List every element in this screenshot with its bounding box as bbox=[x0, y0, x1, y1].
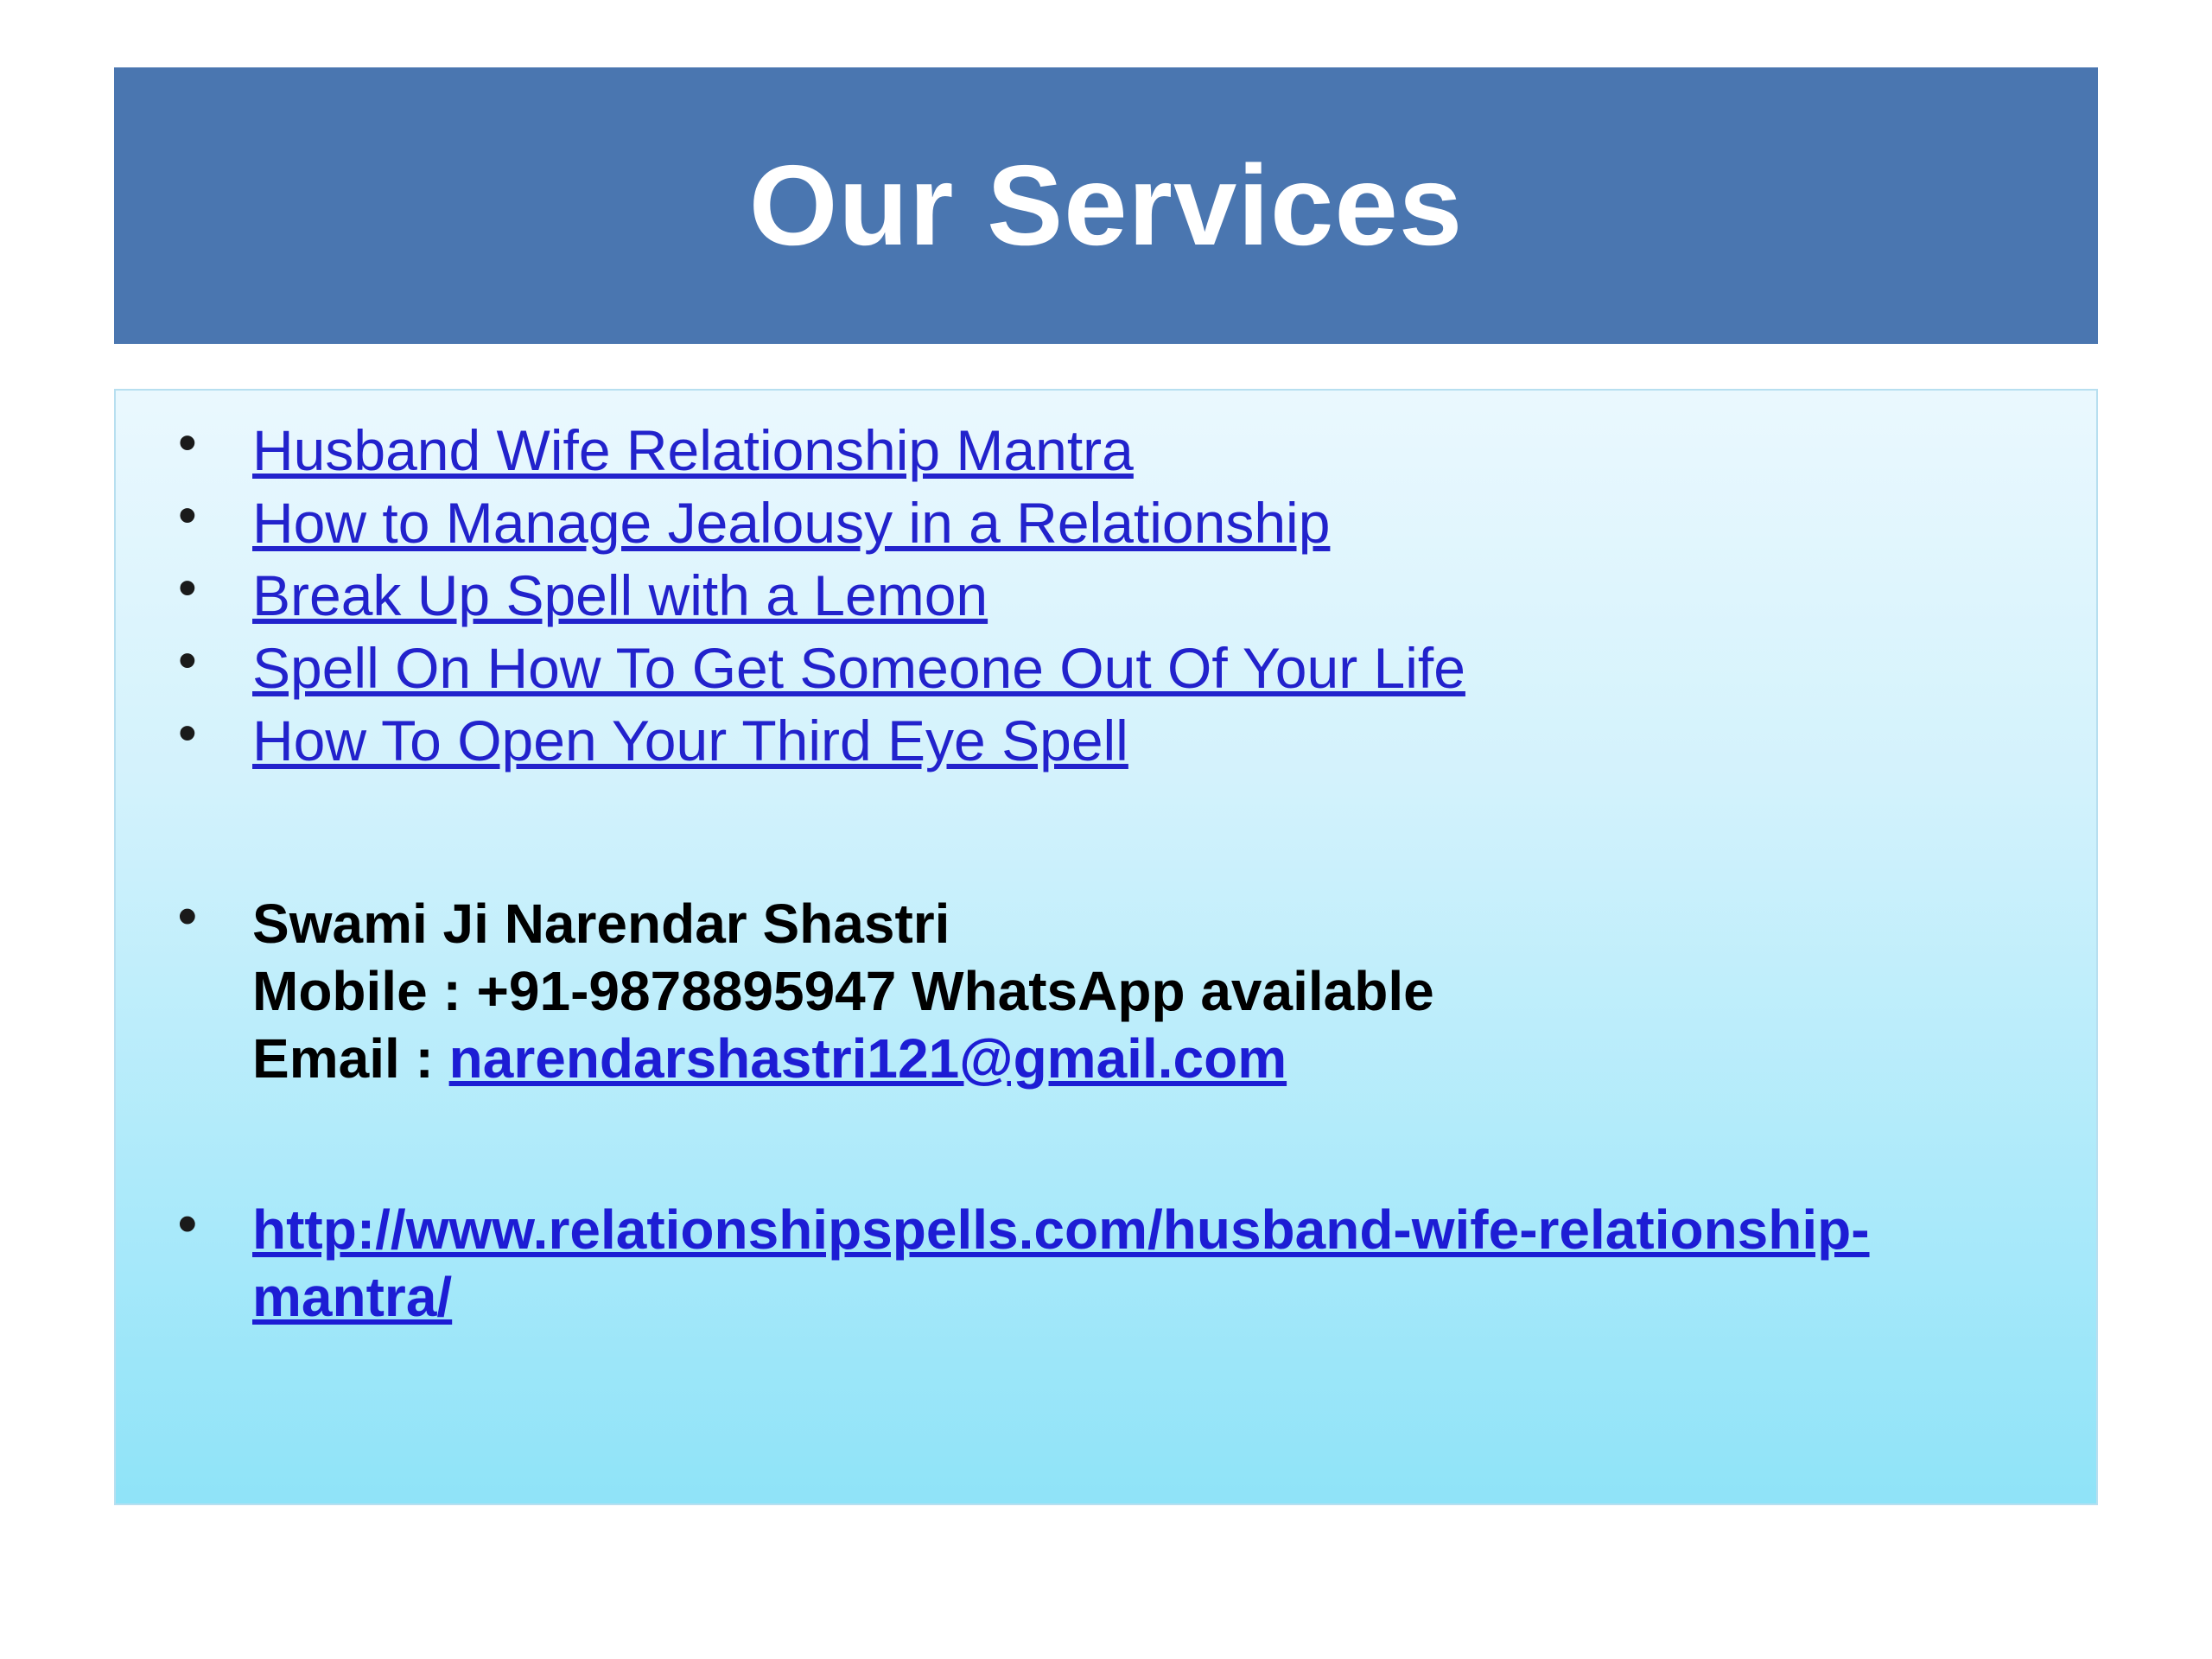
list-item[interactable] bbox=[150, 560, 2062, 632]
service-link[interactable]: Husband Wife Relationship Mantra bbox=[252, 418, 1134, 482]
list-item[interactable] bbox=[150, 1196, 2062, 1331]
list-item[interactable] bbox=[150, 415, 2062, 487]
contact-list bbox=[150, 888, 2062, 1092]
website-link[interactable]: http://www.relationshipspells.com/husband-wife-relationship-mantra/ bbox=[252, 1198, 1870, 1329]
service-link[interactable]: Spell On How To Get Someone Out Of Your Life bbox=[252, 635, 1465, 700]
email-link[interactable]: narendarshastri121@gmail.com bbox=[448, 1027, 1287, 1090]
page-title: Our Services bbox=[748, 142, 1464, 269]
title-bar bbox=[114, 67, 2098, 344]
services-list bbox=[150, 415, 2062, 778]
website-list bbox=[150, 1196, 2062, 1331]
list-item[interactable] bbox=[150, 632, 2062, 705]
email-label: Email : bbox=[252, 1027, 449, 1090]
service-link[interactable]: Break Up Spell with a Lemon bbox=[252, 563, 988, 627]
spacer bbox=[150, 1092, 2062, 1196]
spacer bbox=[150, 778, 2062, 888]
list-item[interactable] bbox=[150, 487, 2062, 560]
service-link[interactable]: How To Open Your Third Eye Spell bbox=[252, 708, 1128, 772]
contact-mobile: Mobile : +91-9878895947 WhatsApp available bbox=[252, 959, 1434, 1022]
contact-name: • Swami Ji Narendar Shastri bbox=[252, 892, 950, 955]
content-panel bbox=[114, 389, 2098, 1505]
list-item[interactable] bbox=[150, 705, 2062, 778]
service-link[interactable]: How to Manage Jealousy in a Relationship bbox=[252, 490, 1331, 555]
contact-email-line bbox=[252, 1025, 2062, 1092]
list-item bbox=[150, 888, 2062, 1092]
